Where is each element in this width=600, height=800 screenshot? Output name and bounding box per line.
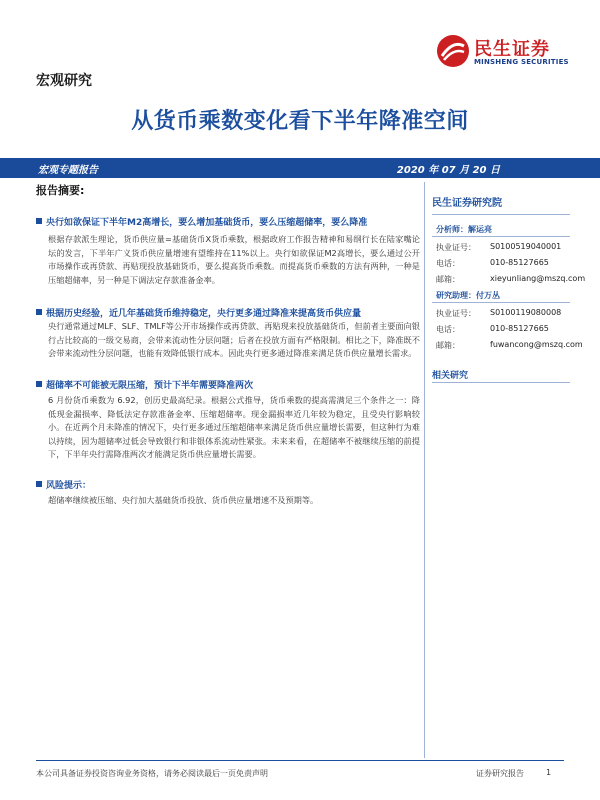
footer-divider xyxy=(36,760,564,761)
assistant-row: 研究助理：付万丛 xyxy=(436,291,500,300)
institute-name: 民生证券研究院 xyxy=(432,198,502,209)
sidebar-divider xyxy=(432,382,570,383)
column-divider xyxy=(424,182,425,758)
page-number: 1 xyxy=(546,768,552,777)
analyst-id-value: S0100519040001 xyxy=(490,242,562,251)
summary-paragraph-2: 央行通常通过MLF、SLF、TMLF等公开市场操作或再贷款、再贴现来投放基础货币，但前者主要面向银行占比较高的一级交易商，会带来流动性分层问题；后者在投放方面有严格限制。相比之下，降准既不会带来流动性分层问题，也能有效降低银行成本。因此央行更多通过降准来满足货币供应量增长需求。 xyxy=(48,321,420,359)
sidebar-divider xyxy=(432,214,570,215)
section-title: 宏观研究 xyxy=(36,73,92,89)
summary-paragraph-4: 超储率继续被压缩、央行加大基础货币投放、货币供应量增速不及预期等。 xyxy=(48,495,319,505)
footer-report-tag: 证券研究报告 xyxy=(476,769,524,778)
analyst-email-label: 邮箱： xyxy=(436,275,460,284)
brand-logo xyxy=(436,34,576,70)
assistant-id-label: 执业证号： xyxy=(436,309,476,318)
bullet-square-icon xyxy=(36,309,42,315)
page-title: 从货币乘数变化看下半年降准空间 xyxy=(131,109,469,134)
bullet-square-icon xyxy=(36,481,42,487)
analyst-phone-label: 电话： xyxy=(436,259,460,268)
brand-name-cn: 民生证券 xyxy=(474,39,550,60)
analyst-row: 分析师：解运亮 xyxy=(436,225,492,234)
summary-bullet-2: 根据历史经验，近几年基础货币维持稳定，央行更多通过降准来提高货币供应量 xyxy=(36,306,361,319)
summary-paragraph-1: 根据存款派生理论，货币供应量=基础货币X货币乘数，根据政府工作报告精神和易纲行长在陆家嘴论坛的发言，下半年广义货币供应量增速有望维持在11%以上。央行如欲保证M2高增长，要么通过公开市场操作或再贷款、再贴现投放基础货币，要么提高货币乘数。而提高货币乘数的方法有两种，一种是压缩超储率，另一种是下调法定存款准备金率。 xyxy=(48,234,420,285)
sidebar-divider xyxy=(432,302,570,303)
footer-disclaimer: 本公司具备证券投资咨询业务资格，请务必阅读最后一页免责声明 xyxy=(36,769,268,778)
summary-heading: 报告摘要: xyxy=(36,184,85,197)
summary-bullet-4: 风险提示： xyxy=(36,478,91,491)
report-type: 宏观专题报告 xyxy=(38,165,98,176)
bullet-square-icon xyxy=(36,218,42,224)
summary-paragraph-3: 6 月份货币乘数为 6.92，创历史最高纪录。根据公式推导，货币乘数的提高需满足三个条件之一：降低现金漏损率、降低法定存款准备金率、压缩超储率。现金漏损率近几年较为稳定，且受央行影响较小。在近两个月未降准的情况下，央行更多通过压缩超储率来满足货币供应量增长需要，但这种行为难以持续，因为超储率过低会导致银行和非银体系流动性紧张。未来来看，在超储率不被继续压缩的前提下，下半年央行需降准两次才能满足货币供应量增长需要。 xyxy=(48,395,420,460)
assistant-phone-label: 电话： xyxy=(436,325,460,334)
minsheng-logo-icon xyxy=(436,34,470,68)
summary-bullet-1: 央行如欲保证下半年M2高增长，要么增加基础货币，要么压缩超储率，要么降准 xyxy=(36,215,367,228)
assistant-id-value: S0100119080008 xyxy=(490,308,562,317)
analyst-id-label: 执业证号： xyxy=(436,243,476,252)
related-research-heading: 相关研究 xyxy=(432,371,469,381)
summary-bullet-3: 超储率不可能被无限压缩，预计下半年需要降准两次 xyxy=(36,378,253,391)
assistant-email-label: 邮箱： xyxy=(436,341,460,350)
brand-name-en: MINSHENG SECURITIES xyxy=(474,58,569,66)
assistant-email-value[interactable]: fuwancong@mszq.com xyxy=(490,340,583,349)
analyst-email-value[interactable]: xieyunliang@mszq.com xyxy=(490,274,586,283)
sidebar-divider xyxy=(432,236,570,237)
report-date: 2020 年 07 月 20 日 xyxy=(396,165,500,176)
report-banner xyxy=(0,158,600,178)
bullet-square-icon xyxy=(36,381,42,387)
assistant-phone-value: 010-85127665 xyxy=(490,324,549,333)
analyst-phone-value: 010-85127665 xyxy=(490,258,549,267)
